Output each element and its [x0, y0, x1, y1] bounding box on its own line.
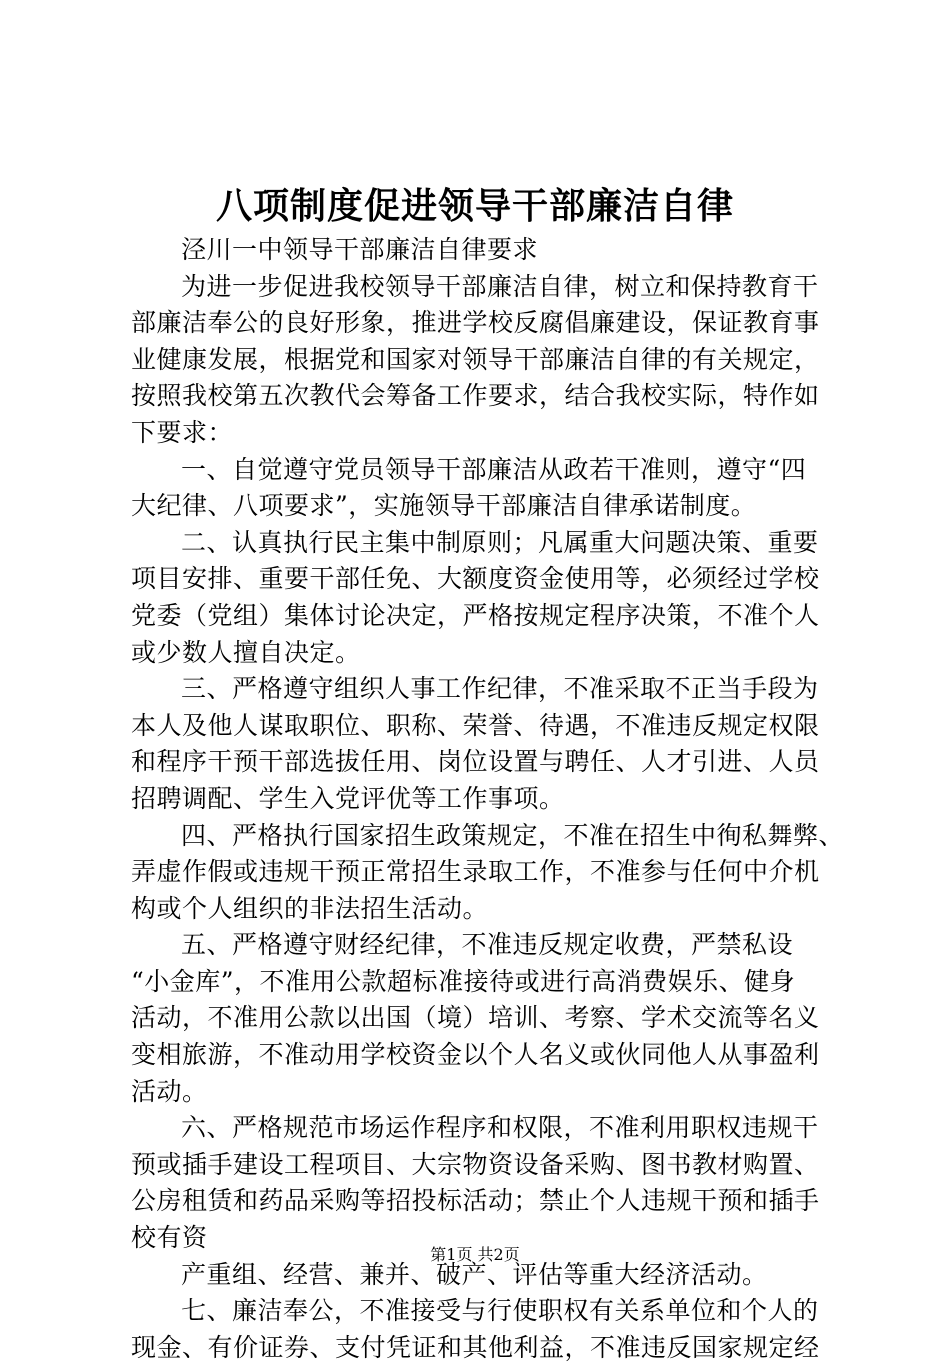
body-line: 和程序干预干部选拔任用、岗位设置与聘任、人才引进、人员: [131, 747, 820, 777]
body-line: 现金、有价证券、支付凭证和其他利益，不准违反国家规定经: [131, 1332, 820, 1362]
body-line: 三、严格遵守组织人事工作纪律，不准采取不正当手段为: [181, 674, 819, 704]
body-line: 一、自觉遵守党员领导干部廉洁从政若干准则，遵守“四: [181, 454, 807, 484]
body-line: 泾川一中领导干部廉洁自律要求: [181, 235, 539, 264]
body-line: 构或个人组织的非法招生活动。: [131, 893, 489, 923]
body-line: 为进一步促进我校领导干部廉洁自律，树立和保持教育干: [181, 271, 819, 301]
document-body: [131, 232, 845, 1366]
body-line: 五、严格遵守财经纪律，不准违反规定收费，严禁私设: [181, 930, 794, 960]
body-line: 党委（党组）集体讨论决定，严格按规定程序决策，不准个人: [131, 600, 820, 630]
body-line: 本人及他人谋取职位、职称、荣誉、待遇，不准违反规定权限: [131, 710, 820, 740]
body-line: 项目安排、重要干部任免、大额度资金使用等，必须经过学校: [131, 564, 820, 594]
body-line: 部廉洁奉公的良好形象，推进学校反腐倡廉建设，保证教育事: [131, 308, 820, 338]
body-line: 变相旅游，不准动用学校资金以个人名义或伙同他人从事盈利: [131, 1040, 820, 1070]
body-line: 公房租赁和药品采购等招投标活动；禁止个人违规干预和插手: [131, 1186, 820, 1216]
body-line: 活动，不准用公款以出国（境）培训、考察、学术交流等名义: [131, 1003, 820, 1033]
body-line: 或少数人擅自决定。: [131, 637, 361, 667]
body-line: 二、认真执行民主集中制原则；凡属重大问题决策、重要: [181, 527, 819, 557]
body-line: 弄虚作假或违规干预正常招生录取工作，不准参与任何中介机: [131, 857, 820, 887]
body-line: 六、严格规范市场运作程序和权限，不准利用职权违规干: [181, 1113, 819, 1143]
document-title: 八项制度促进领导干部廉洁自律: [215, 185, 734, 227]
body-line: 大纪律、八项要求”，实施领导干部廉洁自律承诺制度。: [131, 491, 757, 521]
body-line: 招聘调配、学生入党评优等工作事项。: [131, 783, 565, 813]
body-line: 四、严格执行国家招生政策规定，不准在招生中徇私舞弊、: [181, 820, 845, 850]
body-line: 七、廉洁奉公，不准接受与行使职权有关系单位和个人的: [181, 1296, 819, 1326]
body-line: 预或插手建设工程项目、大宗物资设备采购、图书教材购置、: [131, 1149, 820, 1179]
body-line: 活动。: [131, 1076, 208, 1106]
body-line: 按照我校第五次教代会筹备工作要求，结合我校实际，特作如: [131, 381, 820, 411]
body-line: 产重组、经营、兼并、破产、评估等重大经济活动。: [181, 1259, 768, 1289]
body-line: 下要求：: [131, 417, 234, 447]
body-line: 校有资: [131, 1223, 208, 1253]
body-line: “小金库”，不准用公款超标准接待或进行高消费娱乐、健身: [131, 966, 796, 996]
body-line: 业健康发展，根据党和国家对领导干部廉洁自律的有关规定，: [131, 344, 820, 374]
page-footer: 第1页 共2页: [430, 1245, 520, 1264]
